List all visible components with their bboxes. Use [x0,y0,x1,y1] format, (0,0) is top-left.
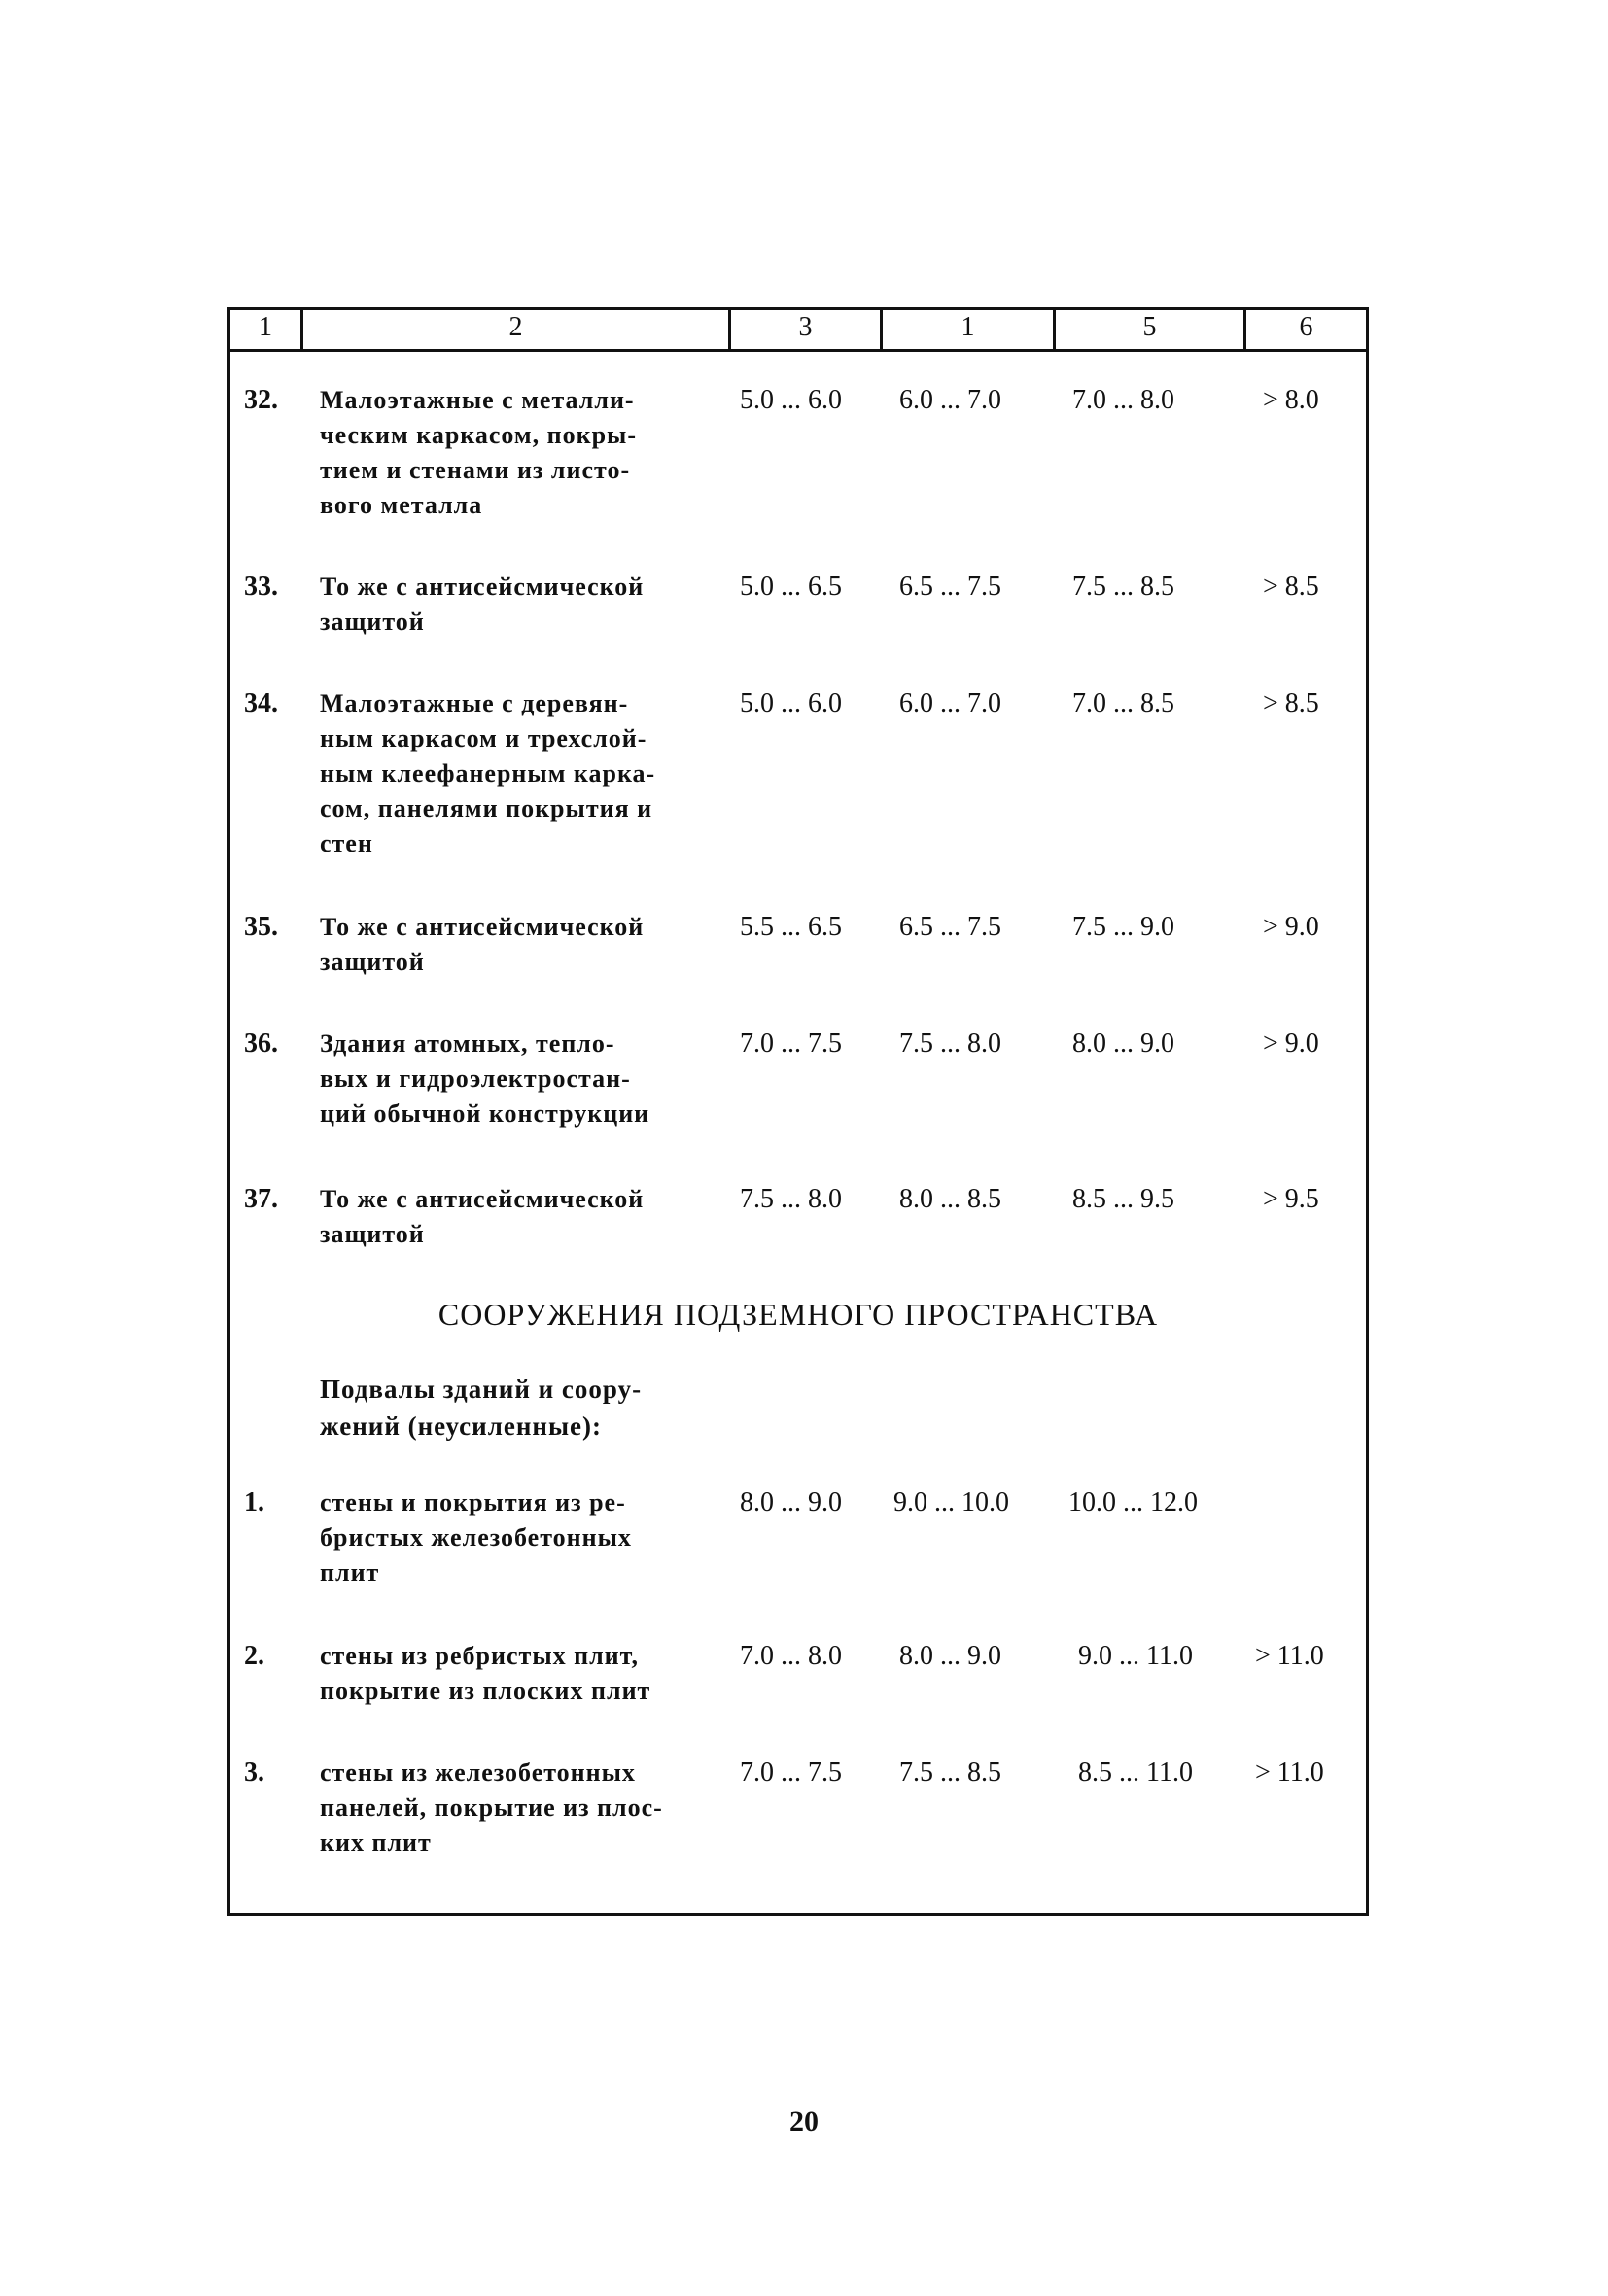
value-col-6: > 9.0 [1263,1028,1319,1059]
section-subheader [320,1371,709,1444]
header-col-2: 2 [300,310,728,349]
desc-line: Малоэтажные с деревян- [320,689,629,717]
value-col-6: > 9.5 [1263,1184,1319,1214]
value-col-4: 8.0 ... 9.0 [899,1641,1001,1671]
desc-line: тием и стенами из листо- [320,456,631,484]
value-col-5: 7.0 ... 8.5 [1072,688,1174,718]
row-description [320,1485,709,1590]
desc-line: стены из ребристых плит, [320,1642,639,1670]
row-number: 2. [244,1641,264,1671]
desc-line: защитой [320,1220,425,1248]
header-col-1: 1 [259,312,272,342]
value-col-3: 5.5 ... 6.5 [740,912,842,942]
row-description [320,383,709,523]
desc-line: защитой [320,608,425,636]
header-col-5: 5 [1053,310,1243,349]
desc-line: плит [320,1558,380,1586]
value-col-5: 7.0 ... 8.0 [1072,385,1174,415]
row-description [320,570,709,640]
row-number: 35. [244,912,278,942]
desc-line: Здания атомных, тепло- [320,1029,615,1058]
value-col-6: > 11.0 [1255,1757,1324,1788]
value-col-5: 8.5 ... 11.0 [1078,1757,1193,1788]
value-col-6: > 9.0 [1263,912,1319,942]
value-col-5: 7.5 ... 9.0 [1072,912,1174,942]
row-description [320,1182,709,1252]
desc-line: панелей, покрытие из плос- [320,1793,663,1822]
row-description [320,910,709,980]
value-col-3: 7.0 ... 7.5 [740,1028,842,1059]
value-col-4: 6.5 ... 7.5 [899,912,1001,942]
subheader-line: Подвалы зданий и соору- [320,1374,643,1404]
value-col-4: 6.5 ... 7.5 [899,572,1001,602]
value-col-6: > 8.0 [1263,385,1319,415]
header-col-3: 3 [728,310,880,349]
value-col-5: 9.0 ... 11.0 [1078,1641,1193,1671]
desc-line: защитой [320,948,425,976]
value-col-5: 8.5 ... 9.5 [1072,1184,1174,1214]
desc-line: вых и гидроэлектростан- [320,1064,631,1093]
value-col-4: 7.5 ... 8.5 [899,1757,1001,1788]
row-number: 1. [244,1487,264,1517]
value-col-4: 8.0 ... 8.5 [899,1184,1001,1214]
desc-line: То же с антисейсмической [320,913,645,941]
value-col-6: > 8.5 [1263,688,1319,718]
row-description [320,1026,709,1131]
desc-line: ным клеефанерным карка- [320,759,656,787]
desc-line: То же с антисейсмической [320,573,645,601]
desc-line: ций обычной конструкции [320,1099,650,1128]
value-col-3: 5.0 ... 6.5 [740,572,842,602]
row-number: 3. [244,1757,264,1788]
header-col-4: 1 [880,310,1053,349]
value-col-3: 5.0 ... 6.0 [740,385,842,415]
desc-line: вого металла [320,491,483,519]
value-col-3: 7.5 ... 8.0 [740,1184,842,1214]
subheader-line: жений (неусиленные): [320,1411,602,1441]
desc-line: бристых железобетонных [320,1523,632,1551]
row-number: 33. [244,572,278,602]
value-col-4: 6.0 ... 7.0 [899,385,1001,415]
value-col-3: 8.0 ... 9.0 [740,1487,842,1517]
row-description [320,1639,709,1709]
row-description [320,686,709,861]
value-col-5: 7.5 ... 8.5 [1072,572,1174,602]
data-table [227,307,1369,1916]
value-col-6: > 8.5 [1263,572,1319,602]
desc-line: Малоэтажные с металли- [320,386,635,414]
row-number: 32. [244,385,278,415]
value-col-4: 9.0 ... 10.0 [893,1487,1009,1517]
desc-line: ческим каркасом, покры- [320,421,637,449]
value-col-3: 7.0 ... 7.5 [740,1757,842,1788]
page-number: 20 [789,2105,819,2138]
desc-line: сом, панелями покрытия и [320,794,653,822]
value-col-4: 6.0 ... 7.0 [899,688,1001,718]
row-number: 34. [244,688,278,718]
desc-line: ких плит [320,1828,432,1857]
value-col-5: 10.0 ... 12.0 [1068,1487,1198,1517]
desc-line: стены из железобетонных [320,1758,636,1787]
row-description [320,1756,709,1861]
desc-line: стен [320,829,373,857]
header-col-6: 6 [1243,310,1366,349]
value-col-3: 5.0 ... 6.0 [740,688,842,718]
row-number: 37. [244,1184,278,1214]
value-col-3: 7.0 ... 8.0 [740,1641,842,1671]
table-header-row [230,307,1366,352]
value-col-6: > 11.0 [1255,1641,1324,1671]
desc-line: стены и покрытия из ре- [320,1488,626,1516]
section-title: СООРУЖЕНИЯ ПОДЗЕМНОГО ПРОСТРАНСТВА [437,1297,1159,1332]
desc-line: покрытие из плоских плит [320,1677,651,1705]
desc-line: ным каркасом и трехслой- [320,724,647,752]
value-col-5: 8.0 ... 9.0 [1072,1028,1174,1059]
value-col-4: 7.5 ... 8.0 [899,1028,1001,1059]
row-number: 36. [244,1028,278,1059]
desc-line: То же с антисейсмической [320,1185,645,1213]
